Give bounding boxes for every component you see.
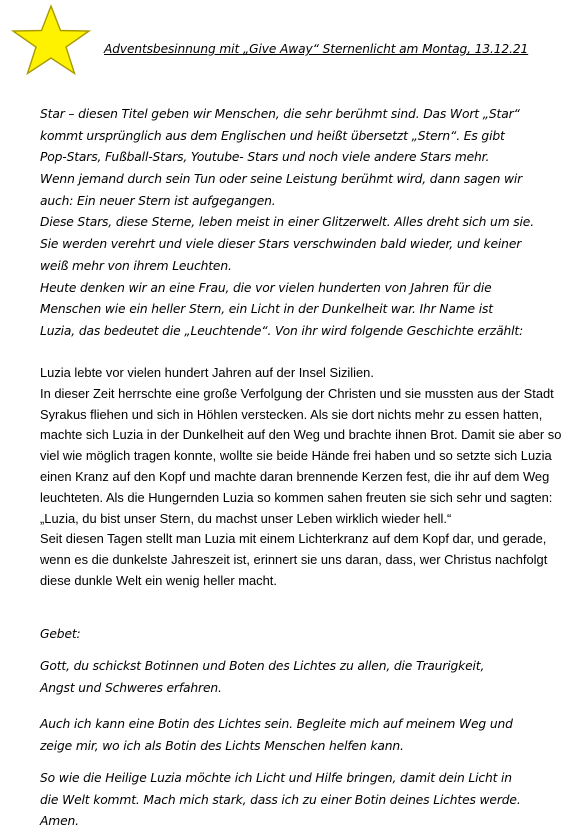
story-line: wenn es die dunkelste Jahreszeit ist, erinnert sie uns daran, dass, wer Christus nachfolgt: [40, 552, 548, 568]
intro-line: Menschen wie ein heller Stern, ein Licht in der Dunkelheit war. Ihr Name ist: [40, 302, 493, 317]
intro-line: auch: Ein neuer Stern ist aufgegangen.: [40, 193, 276, 208]
story-line: viel wie möglich tragen konnte, wollte sie beide Hände frei haben und so setzte sich Luzia: [40, 448, 552, 464]
story-line: diese dunkle Welt ein wenig heller macht.: [40, 572, 277, 588]
intro-line: Wenn jemand durch sein Tun oder seine Leistung berühmt wird, dann sagen wir: [40, 172, 523, 187]
prayer-paragraph: [40, 714, 580, 757]
story-line: einen Kranz auf den Kopf und machte daran brennende Kerzen fest, die ihr auf dem Weg: [40, 468, 550, 484]
intro-line: weiß mehr von ihrem Leuchten.: [40, 258, 232, 273]
prayer-line: zeige mir, wo ich als Botin des Lichts Menschen helfen kann.: [40, 738, 404, 753]
prayer-paragraph: [40, 768, 580, 833]
intro-line: kommt ursprünglich aus dem Englischen und heißt übersetzt „Stern“. Es gibt: [40, 128, 505, 143]
story-line: Syrakus fliehen und sich in Höhlen verstecken. Als sie dort nichts mehr zu essen hatten,: [40, 406, 543, 422]
intro-line: Heute denken wir an eine Frau, die vor vielen hunderten von Jahren für die: [40, 280, 492, 295]
story-line: leuchteten. Als die Hungernden Luzia so kommen sahen freuten sie sich sehr und sagten:: [40, 489, 553, 505]
story-line: In dieser Zeit herrschte eine große Verfolgung der Christen und sie mussten aus der Stadt: [40, 385, 554, 401]
intro-line: Sie werden verehrt und viele dieser Stars verschwinden bald wieder, und keiner: [40, 237, 522, 252]
intro-line: Luzia, das bedeutet die „Leuchtende“. Von ihr wird folgende Geschichte erzählt:: [40, 323, 524, 338]
intro-paragraph: [40, 104, 580, 343]
story-line: Seit diesen Tagen stellt man Luzia mit einem Lichterkranz auf dem Kopf dar, und gerade,: [40, 531, 547, 547]
prayer-line: Gott, du schickst Botinnen und Boten des Lichtes zu allen, die Traurigkeit,: [40, 659, 485, 673]
prayer-line: die Welt kommt. Mach mich stark, dass ich zu einer Botin deines Lichtes werde.: [40, 792, 521, 807]
prayer-paragraph: [40, 656, 580, 699]
page-title: Adventsbesinnung mit „Give Away“ Sternenlicht am Montag, 13.12.21: [104, 42, 529, 56]
prayer-line: Angst und Schweres erfahren.: [40, 680, 222, 695]
story-line: machte sich Luzia in der Dunkelheit auf den Weg und brachte ihnen Brot. Damit sie aber so: [40, 427, 562, 443]
prayer-line: Amen.: [40, 814, 79, 829]
story-line: Luzia lebte vor vielen hundert Jahren auf der Insel Sizilien.: [40, 365, 374, 380]
story-paragraph: [40, 363, 580, 592]
prayer-line: Auch ich kann eine Botin des Lichtes sein. Begleite mich auf meinem Weg und: [40, 717, 513, 731]
prayer-heading-text: Gebet:: [40, 627, 81, 641]
star-icon: [10, 4, 92, 76]
story-line: „Luzia, du bist unser Stern, du machst unser Leben wirklich wieder hell.“: [40, 510, 452, 526]
prayer-heading: [40, 624, 580, 646]
prayer-line: So wie die Heilige Luzia möchte ich Licht und Hilfe bringen, damit dein Licht in: [40, 771, 512, 785]
intro-line: Pop-Stars, Fußball-Stars, Youtube- Stars und noch viele andere Stars mehr.: [40, 150, 490, 165]
intro-line: Star – diesen Titel geben wir Menschen, die sehr berühmt sind. Das Wort „Star“: [40, 107, 520, 121]
intro-line: Diese Stars, diese Sterne, leben meist in einer Glitzerwelt. Alles dreht sich um sie.: [40, 215, 534, 230]
